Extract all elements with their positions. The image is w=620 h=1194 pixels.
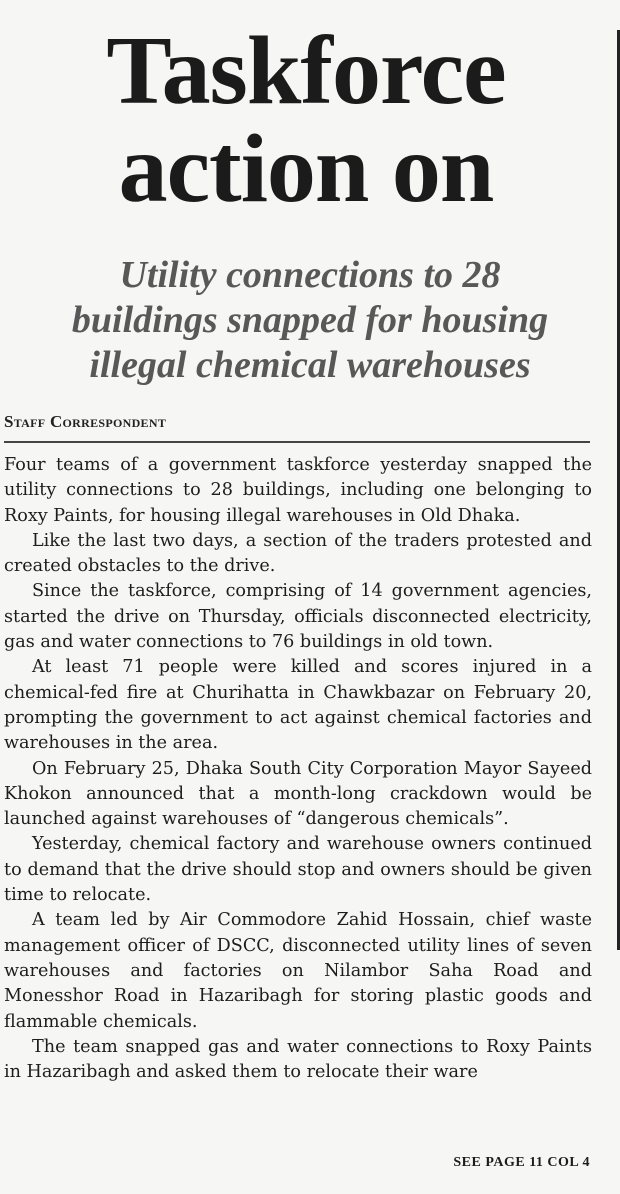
subheadline-line-3: illegal chemical warehouses: [89, 344, 531, 386]
byline-rule: [4, 441, 590, 443]
continuation-note: SEE PAGE 11 COL 4: [453, 1155, 590, 1170]
paragraph: Yesterday, chemical factory and warehouse owners continued to demand that the drive should stop and owners should be given time to relocate.: [4, 834, 592, 906]
paragraph: Like the last two days, a section of the traders protested and created obstacles to the drive.: [4, 530, 592, 577]
paragraph: At least 71 people were killed and scores injured in a chemical-fed fire at Churihatta in Chawkbazar on February 20, prompting the government to act against chemical factories and warehouses in the area.: [4, 657, 592, 754]
paragraph: The team snapped gas and water connections to Roxy Paints in Hazaribagh and asked them to relocate their ware: [4, 1036, 592, 1083]
subheadline-line-1: Utility connections to 28: [119, 254, 501, 296]
headline-line-1: Taskforce: [106, 17, 506, 125]
paragraph: A team led by Air Commodore Zahid Hossain, chief waste management officer of DSCC, disconnected utility lines of seven warehouses and factories on Nilambor Saha Road and Monesshor Road in Hazaribagh for storing plastic goods and flammable chemicals.: [4, 910, 592, 1032]
headline: [0, 17, 612, 223]
subheadline-line-2: buildings snapped for housing: [71, 299, 549, 341]
paragraph: Four teams of a government taskforce yesterday snapped the utility connections to 28 buildings, including one belonging to Roxy Paints, for housing illegal warehouses in Old Dhaka.: [4, 455, 592, 526]
article-body: [4, 453, 592, 1085]
paragraph: On February 25, Dhaka South City Corporation Mayor Sayeed Khokon announced that a month-long crackdown would be launched against warehouses of “dangerous chemicals”.: [4, 758, 592, 830]
subheadline: [10, 253, 610, 388]
headline-line-2: action on: [118, 115, 494, 223]
paragraph: Since the taskforce, comprising of 14 government agencies, started the drive on Thursday, officials disconnected electricity, gas and water connections to 76 buildings in old town.: [4, 581, 592, 653]
byline: Staff Correspondent: [4, 412, 167, 431]
